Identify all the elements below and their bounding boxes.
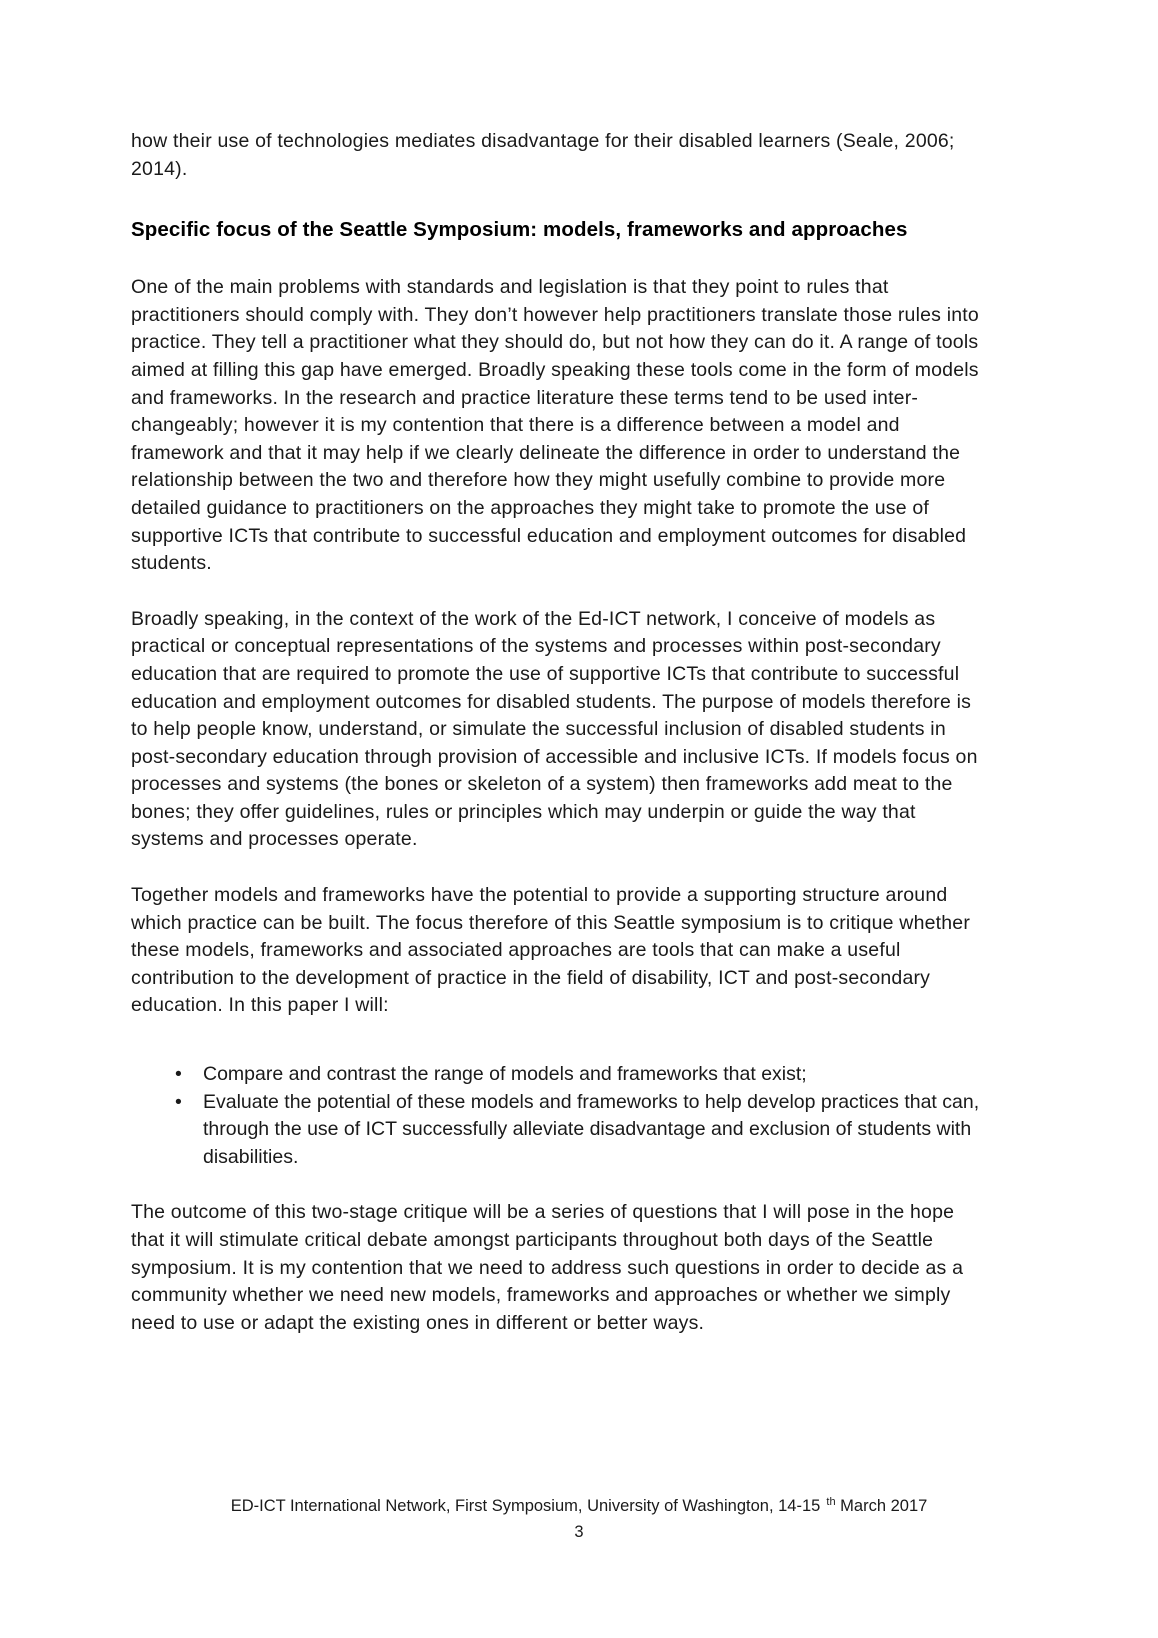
page-footer <box>0 1495 1158 1543</box>
list-spacer <box>131 1048 981 1061</box>
document-content <box>131 128 981 1365</box>
paragraph-3: Together models and frameworks have the potential to provide a supporting structure around which practice can be built. The focus therefore of this Seattle symposium is to critique whether these models, frameworks and associated approaches are tools that can make a useful contribution to the development of practice in the field of disability, ICT and post-secondary education. In this paper I will: <box>131 884 971 1017</box>
footer-text-before: ED-ICT International Network, First Symposium, University of Washington, 14-15 <box>230 1497 825 1515</box>
list-item <box>131 1089 981 1172</box>
paragraph-2: Broadly speaking, in the context of the work of the Ed-ICT network, I conceive of models as practical or conceptual representations of the systems and processes within post-secondary education that are required to promote the use of supportive ICTs that contribute to successful education and employment outcomes for disabled students. The purpose of models therefore is to help people know, understand, or simulate the successful inclusion of disabled students in post-secondary education through provision of accessible and inclusive ICTs. If models focus on processes and systems (the bones or skeleton of a system) then frameworks add meat to the bones; they offer guidelines, rules or principles which may underpin or guide the way that systems and processes operate. <box>131 607 978 851</box>
bullet-icon: • <box>175 1063 182 1086</box>
paragraph-4: The outcome of this two-stage critique will be a series of questions that I will pose in the hope that it will stimulate critical debate amongst participants throughout both days of the Seattle symposium. It is my contention that we need to address such questions in order to decide as a community whether we need new models, frameworks and approaches or whether we simply need to use or adapt the existing ones in different or better ways. <box>131 1201 964 1334</box>
footer-citation <box>0 1495 1158 1518</box>
list-item-label: Compare and contrast the range of models and frameworks that exist; <box>203 1063 807 1086</box>
footer-text-after: March 2017 <box>835 1497 928 1515</box>
list-item-label: Evaluate the potential of these models and frameworks to help develop practices that can, through the use of ICT successfully alleviate disadvantage and exclusion of students with disabilities. <box>203 1090 980 1168</box>
section-heading: Specific focus of the Seattle Symposium: models, frameworks and approaches <box>131 218 908 242</box>
bullet-icon: • <box>175 1090 182 1113</box>
paragraph-intro: how their use of technologies mediates disadvantage for their disabled learners (Seale, 2006; 2014). <box>131 130 955 180</box>
page-number: 3 <box>574 1523 584 1541</box>
list-item <box>131 1061 981 1089</box>
footer-ordinal-suffix: th <box>826 1495 836 1508</box>
paragraph-1: One of the main problems with standards and legislation is that they point to rules that practitioners should comply with. They don’t however help practitioners translate those rules into practice. They tell a practitioner what they should do, but not how they can do it. A range of tools aimed at filling this gap have emerged. Broadly speaking these tools come in the form of models and frameworks. In the research and practice literature these terms tend to be used inter-changeably; however it is my contention that there is a difference between a model and framework and that it may help if we clearly delineate the difference in order to understand the relationship between the two and therefore how they might usefully combine to provide more detailed guidance to practitioners on the approaches they might take to promote the use of supportive ICTs that contribute to successful education and employment outcomes for disabled students. <box>131 276 979 575</box>
objectives-bullet-list <box>131 1061 981 1171</box>
